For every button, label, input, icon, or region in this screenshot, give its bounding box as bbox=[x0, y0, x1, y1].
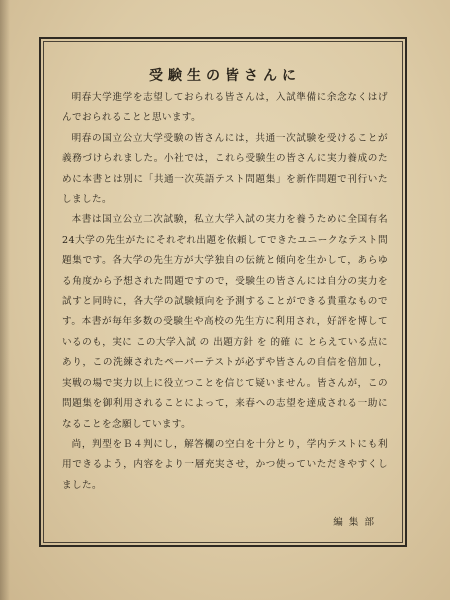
paragraph-common-exam: 明春の国立公立大学受験の皆さんには，共通一次試験を受けることが義務づけられました。小社では，これら受験生の皆さんに実力養成のために本書とは別に「共通一次英語テスト問題集」を新作問題で刊行いたしました。 bbox=[62, 132, 388, 206]
page-edge-shadow bbox=[0, 0, 10, 600]
editorial-signature: 編集部 bbox=[333, 517, 380, 528]
document-title: 受験生の皆さんに bbox=[149, 68, 301, 84]
document-body bbox=[62, 88, 388, 496]
paragraph-about-book: 本書は国立公立二次試験，私立大学入試の実力を養うために全国有名24大学の先生がたにそれぞれ出題を依頼してできたユニークなテスト問題集です。各大学の先生方が大学独自の伝統と傾向を生かして，あらゆる角度から予想された問題ですので，受験生の皆さんには自分の実力を試すと同時に，各大学の試験傾向を予測することができる貴重なものです。本書が毎年多数の受験生や高校の先生方に利用され，好評を博しているのも，実に この大学入試 の 出題方針 を 的確 に とらえている点にあり，この洗練されたペーパーテストが必ずや皆さんの自信を倍加し，実戦の場で実力以上に役立つことを信じて疑いません。皆さんが，この問題集を御利用されることによって，来春への志望を達成される一助になることを念願しています。 bbox=[62, 214, 388, 430]
paragraph-intro: 明春大学進学を志望しておられる皆さんは，入試準備に余念なくはげんでおられることと思います。 bbox=[62, 92, 388, 124]
paragraph-format-note: 尚，判型をＢ４判にし，解答欄の空白を十分とり，学内テストにも利用できるよう，内容をより一層充実させ，かつ使っていただきやすくしました。 bbox=[62, 438, 388, 491]
